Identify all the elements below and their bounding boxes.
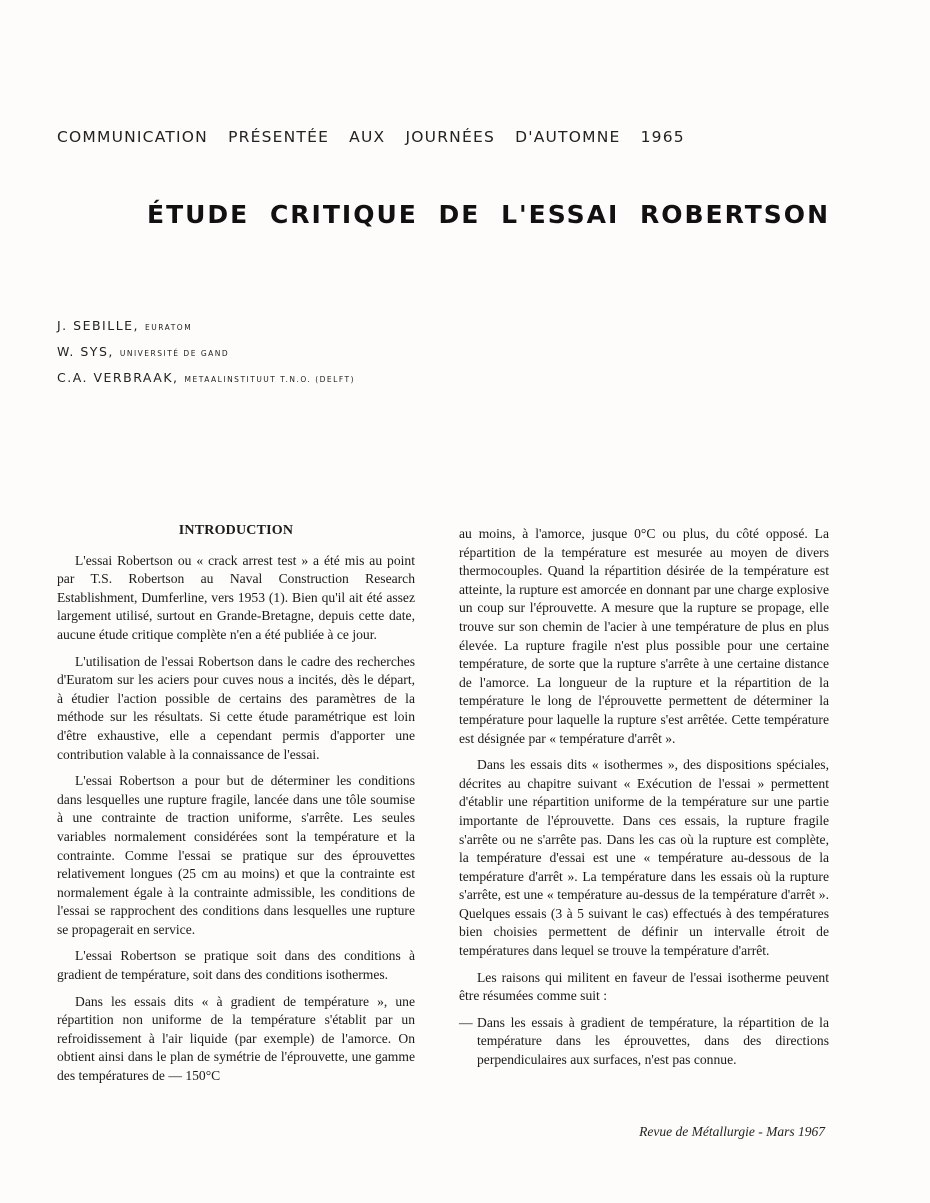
paragraph-continued: au moins, à l'amorce, jusque 0°C ou plus, du côté opposé. La répartition de la température est mesurée au moyen de divers thermocouples. Quand la répartition désirée de la température est atteinte, la rupture est amorcée en donnant par une charge explosive un coup sur l'éprouvette. A mesure que la rupture se propage, elle trouve sur son chemin de l'acier à une température de plus en plus élevée. La rupture fragile n'est plus possible pour une certaine température, de sorte que la rupture s'arrête à une certaine distance de l'amorce. La longueur de la rupture et la répartition de la température le long de l'éprouvette permettent de déterminer la température pour laquelle la rupture s'est arrêtée. Cette température est désignée par « température d'arrêt ». [459, 526, 829, 746]
journal-footer: Revue de Métallurgie - Mars 1967 [639, 1124, 825, 1139]
author-3 [57, 370, 355, 396]
section-heading: INTRODUCTION [178, 523, 294, 538]
author-1 [57, 318, 355, 344]
journal-header: COMMUNICATION PRÉSENTÉE AUX JOURNÉES D'AUTOMNE 1965 [57, 128, 685, 146]
author-affiliation: UNIVERSITÉ DE GAND [119, 349, 230, 358]
author-name: J. SEBILLE, [57, 318, 140, 333]
author-affiliation: METAALINSTITUUT T.N.O. (DELFT) [184, 375, 356, 384]
paragraph: Dans les essais dits « à gradient de température », une répartition non uniforme de la température s'établit par un refroidissement à l'air liquide (par exemple) de l'amorce. On obtient ainsi dans le plan de symétrie de l'éprouvette, une gamme des températures de — 150°C [57, 993, 415, 1084]
author-name: C.A. VERBRAAK, [57, 370, 179, 385]
paragraph: L'essai Robertson ou « crack arrest test » a été mis au point par T.S. Robertson au Naval Construction Research Establishment, Dumferline, vers 1953 (1). Bien qu'il ait été assez largement utilisé, surtout en Grande-Bretagne, depuis cette date, aucune étude critique complète n'en a été publiée à ce jour. [57, 552, 415, 642]
author-2 [57, 344, 355, 370]
author-name: W. SYS, [57, 344, 114, 359]
paragraph: Les raisons qui militent en faveur de l'essai isotherme peuvent être résumées comme suit : [459, 969, 829, 1004]
list-item-text: Dans les essais à gradient de température, la répartition de la température dans les éprouvettes, dans des directions perpendiculaires aux surfaces, n'est pas connue. [477, 1014, 829, 1068]
paragraph: L'essai Robertson a pour but de déterminer les conditions dans lesquelles une rupture fragile, lancée dans une tôle soumise à une contrainte de traction uniforme, s'arrête. Les seules variables normalement considérées sont la température et la contrainte. Comme l'essai se pratique sur des éprouvettes relativement longues (25 cm au moins) et que la contrainte est normalement égale à la contrainte admissible, les conditions de l'essai se rapprochent des conditions dans lesquelles une rupture se propagerait en service. [57, 773, 415, 937]
list-dash: — [459, 1014, 473, 1030]
article-title: ÉTUDE CRITIQUE DE L'ESSAI ROBERTSON [147, 200, 830, 229]
paragraph: L'essai Robertson se pratique soit dans des conditions à gradient de température, soit dans des conditions isothermes. [57, 948, 415, 983]
author-list [57, 318, 355, 396]
paragraph: L'utilisation de l'essai Robertson dans le cadre des recherches d'Euratom sur les aciers pour cuves nous a incités, dès le départ, à étudier l'action possible de certains des paramètres de la méthode sur les résultats. Si cette étude paramétrique est loin d'être exhaustive, elle a cependant permis d'apporter une contribution valable à la connaissance de l'essai. [57, 653, 415, 762]
list-item [459, 1014, 829, 1070]
left-column [57, 522, 415, 1094]
paragraph: Dans les essais dits « isothermes », des dispositions spéciales, décrites au chapitre suivant « Exécution de l'essai » permettent d'établir une répartition uniforme de la température sur une partie importante de l'éprouvette. Dans ces essais, la rupture fragile s'arrête ou ne s'arrête pas. Dans les cas où la rupture est complète, la température d'essai est une « température au-dessous de la température d'arrêt ». La température dans les essais où la rupture s'arrête, est une « température au-dessus de la température d'arrêt ». Quelques essais (3 à 5 suivant le cas) effectués à des températures bien choisies permettent de définir un intervalle étroit de températures dans lequel se trouve la température d'arrêt. [459, 757, 829, 959]
right-column [459, 525, 829, 1070]
author-affiliation: EURATOM [145, 323, 193, 332]
